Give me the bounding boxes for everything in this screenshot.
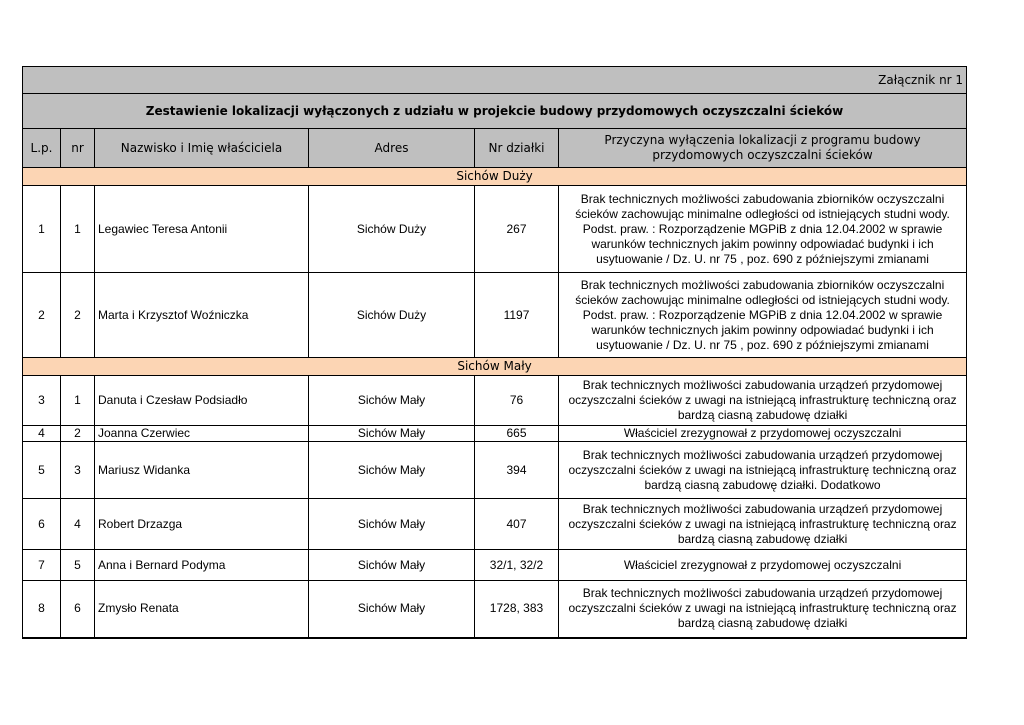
table-row bbox=[23, 376, 967, 426]
cell-plot: 76 bbox=[475, 376, 559, 426]
cell-address: Sichów Mały bbox=[309, 426, 475, 442]
cell-owner: Danuta i Czesław Podsiadło bbox=[95, 376, 309, 426]
cell-plot: 1197 bbox=[475, 273, 559, 358]
header-row bbox=[23, 129, 967, 168]
cell-plot: 407 bbox=[475, 499, 559, 550]
section-row bbox=[23, 358, 967, 376]
table-row bbox=[23, 426, 967, 442]
section-row bbox=[23, 168, 967, 186]
cell-address: Sichów Mały bbox=[309, 581, 475, 638]
cell-nr: 1 bbox=[61, 376, 95, 426]
cell-plot: 32/1, 32/2 bbox=[475, 550, 559, 581]
cell-lp: 5 bbox=[23, 442, 61, 499]
cell-address: Sichów Mały bbox=[309, 442, 475, 499]
exclusion-table bbox=[22, 66, 967, 639]
cell-nr: 1 bbox=[61, 186, 95, 273]
cell-address: Sichów Mały bbox=[309, 499, 475, 550]
cell-owner: Zmysło Renata bbox=[95, 581, 309, 638]
cell-owner: Marta i Krzysztof Woźniczka bbox=[95, 273, 309, 358]
cell-nr: 6 bbox=[61, 581, 95, 638]
cell-reason: Brak technicznych możliwości zabudowania urządzeń przydomowej oczyszczalni ścieków z uwagi na istniejącą infrastrukturę techniczną oraz bardzą ciasną zabudowę działki bbox=[559, 581, 967, 638]
cell-plot: 665 bbox=[475, 426, 559, 442]
table-row bbox=[23, 273, 967, 358]
cell-nr: 4 bbox=[61, 499, 95, 550]
section-label: Sichów Duży bbox=[23, 168, 967, 186]
cell-nr: 2 bbox=[61, 273, 95, 358]
header-reason: Przyczyna wyłączenia lokalizacji z programu budowy przydomowych oczyszczalni ścieków bbox=[559, 129, 967, 168]
page-title: Zestawienie lokalizacji wyłączonych z udziału w projekcie budowy przydomowych oczyszczalni ścieków bbox=[23, 94, 967, 129]
cell-reason: Brak technicznych możliwości zabudowania urządzeń przydomowej oczyszczalni ścieków z uwagi na istniejącą infrastrukturę techniczną oraz bardzą ciasną zabudowę działki. Dodatkowo bbox=[559, 442, 967, 499]
cell-plot: 267 bbox=[475, 186, 559, 273]
cell-owner: Mariusz Widanka bbox=[95, 442, 309, 499]
cell-address: Sichów Duży bbox=[309, 186, 475, 273]
cell-nr: 3 bbox=[61, 442, 95, 499]
table-row bbox=[23, 499, 967, 550]
cell-lp: 4 bbox=[23, 426, 61, 442]
cell-lp: 8 bbox=[23, 581, 61, 638]
cell-reason: Brak technicznych możliwości zabudowania zbiorników oczyszczalni ścieków zachowując minimalne odległości od istniejących studni wody. Podst. praw. : Rozporządzenie MGPiB z dnia 12.04.2002 w sprawie warunków technicznych jakim powinny odpowiadać budynki i ich usytuowanie / Dz. U. nr 75 , poz. 690 z późniejszymi zmianami bbox=[559, 186, 967, 273]
cell-owner: Anna i Bernard Podyma bbox=[95, 550, 309, 581]
cell-owner: Joanna Czerwiec bbox=[95, 426, 309, 442]
cell-lp: 6 bbox=[23, 499, 61, 550]
cell-lp: 1 bbox=[23, 186, 61, 273]
cell-address: Sichów Duży bbox=[309, 273, 475, 358]
table-row bbox=[23, 550, 967, 581]
header-address: Adres bbox=[309, 129, 475, 168]
annex-row bbox=[23, 67, 967, 94]
cell-address: Sichów Mały bbox=[309, 550, 475, 581]
cell-nr: 2 bbox=[61, 426, 95, 442]
header-plot: Nr działki bbox=[475, 129, 559, 168]
cell-lp: 3 bbox=[23, 376, 61, 426]
cell-reason: Właściciel zrezygnował z przydomowej oczyszczalni bbox=[559, 550, 967, 581]
cell-address: Sichów Mały bbox=[309, 376, 475, 426]
cell-owner: Robert Drzazga bbox=[95, 499, 309, 550]
header-lp: L.p. bbox=[23, 129, 61, 168]
section-label: Sichów Mały bbox=[23, 358, 967, 376]
cell-plot: 1728, 383 bbox=[475, 581, 559, 638]
cell-reason: Brak technicznych możliwości zabudowania urządzeń przydomowej oczyszczalni ścieków z uwagi na istniejącą infrastrukturę techniczną oraz bardzą ciasną zabudowę działki bbox=[559, 376, 967, 426]
header-nr: nr bbox=[61, 129, 95, 168]
cell-reason: Brak technicznych możliwości zabudowania urządzeń przydomowej oczyszczalni ścieków z uwagi na istniejącą infrastrukturę techniczną oraz bardzą ciasną zabudowę działki bbox=[559, 499, 967, 550]
cell-owner: Legawiec Teresa Antonii bbox=[95, 186, 309, 273]
cell-reason: Właściciel zrezygnował z przydomowej oczyszczalni bbox=[559, 426, 967, 442]
cell-lp: 2 bbox=[23, 273, 61, 358]
title-row bbox=[23, 94, 967, 129]
cell-reason: Brak technicznych możliwości zabudowania zbiorników oczyszczalni ścieków zachowując minimalne odległości od istniejących studni wody. Podst. praw. : Rozporządzenie MGPiB z dnia 12.04.2002 w sprawie warunków technicznych jakim powinny odpowiadać budynki i ich usytuowanie / Dz. U. nr 75 , poz. 690 z późniejszymi zmianami bbox=[559, 273, 967, 358]
annex-label: Załącznik nr 1 bbox=[23, 67, 967, 94]
cell-lp: 7 bbox=[23, 550, 61, 581]
cell-nr: 5 bbox=[61, 550, 95, 581]
table-row bbox=[23, 442, 967, 499]
table-row bbox=[23, 581, 967, 638]
header-owner: Nazwisko i Imię właściciela bbox=[95, 129, 309, 168]
table-row bbox=[23, 186, 967, 273]
cell-plot: 394 bbox=[475, 442, 559, 499]
